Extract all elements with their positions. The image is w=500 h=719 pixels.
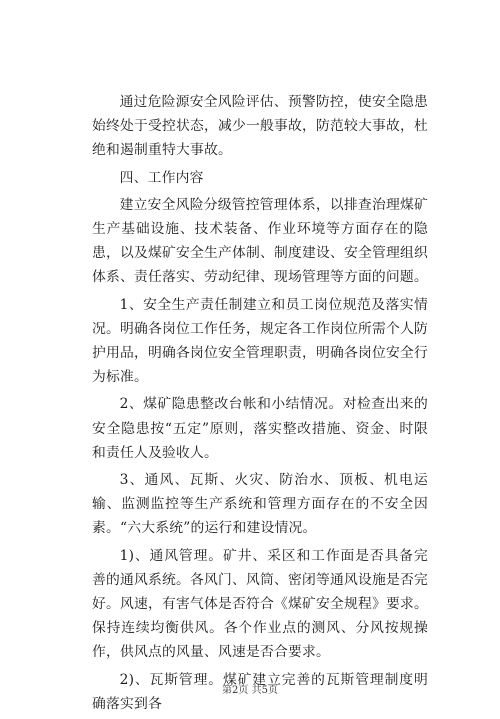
paragraph-item-2: 2、煤矿隐患整改台帐和小结情况。对检查出来的安全隐患按“五定”原则，落实整改措施、资金、时限和责任人及验收人。 [92, 396, 428, 461]
paragraph-ventilation: 1)、通风管理。矿井、采区和工作面是否具备完善的通风系统。各风门、风筒、密闭等通风设施是否完好。风速，有害气体是否符合《煤矿安全规程》要求。保持连续均衡供风。各个作业点的测风、分风按规操作，供风点的风量、风速是否合要求。 [92, 547, 428, 661]
paragraph-item-3: 3、通风、瓦斯、火灾、防治水、顶板、机电运输、监测监控等生产系统和管理方面存在的不安全因素。“六大系统”的运行和建设情况。 [92, 472, 428, 537]
page-number-footer: 第2页 共5页 [222, 685, 278, 696]
paragraph-system-intro: 建立安全风险分级管控管理体系，以排查治理煤矿生产基础设施、技术装备、作业环境等方面存在的隐患，以及煤矿安全生产体制、制度建设、安全管理组织体系、责任落实、劳动纪律、现场管理等方面的问题。 [92, 196, 428, 286]
page-body [92, 90, 428, 719]
paragraph-objective: 通过危险源安全风险评估、预警防控，使安全隐患始终处于受控状态，减少一般事故，防范较大事故，杜绝和遏制重特大事故。 [92, 94, 428, 159]
section-heading-work-content: 四、工作内容 [119, 169, 204, 186]
paragraph-gas-management: 2)、瓦斯管理。煤矿建立完善的瓦斯管理制度明确落实到各 [92, 671, 428, 712]
paragraph-item-1: 1、安全生产责任制建立和员工岗位规范及落实情况。明确各岗位工作任务，规定各工作岗位所需个人防护用品，明确各岗位安全管理职责，明确各岗位安全行为标准。 [92, 296, 428, 386]
